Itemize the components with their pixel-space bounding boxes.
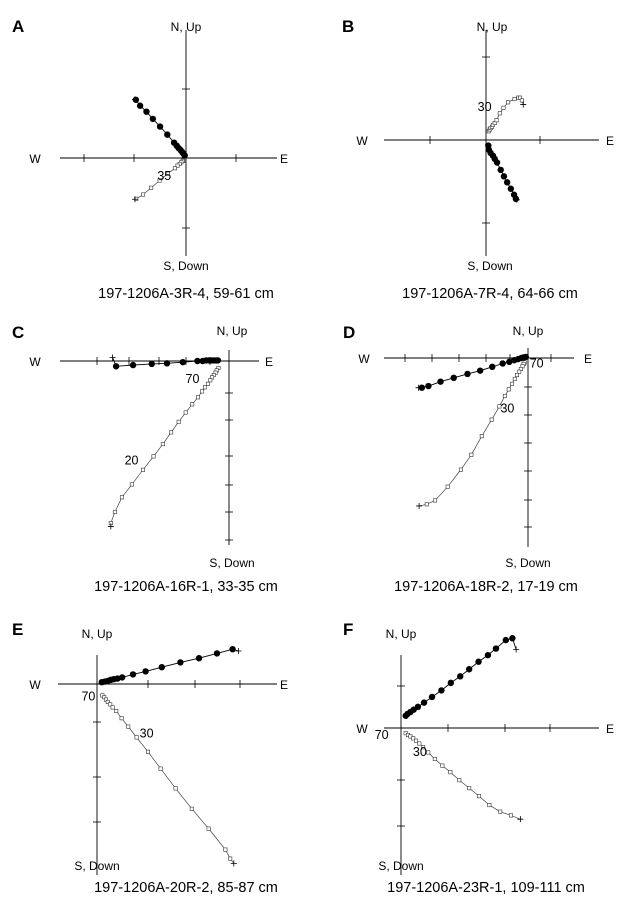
west-label: W (358, 352, 370, 366)
horizontal-projection-point (500, 360, 506, 366)
horizontal-projection-point (466, 666, 472, 672)
nrm-start-marker (110, 354, 116, 360)
horizontal-projection-point (485, 652, 491, 658)
vertical-projection-point (206, 382, 209, 385)
horizontal-projection-point (438, 687, 444, 693)
south-down-label: S, Down (378, 859, 424, 873)
nrm-start-marker (236, 648, 242, 654)
step-annotation: 70 (185, 372, 200, 387)
horizontal-projection-point (194, 358, 200, 364)
nrm-start-marker (513, 647, 519, 653)
horizontal-projection-point (506, 359, 512, 365)
horizontal-projection-point (513, 196, 519, 202)
vertical-projection-point (127, 725, 130, 728)
vertical-projection-point (506, 101, 509, 104)
west-label: W (356, 722, 368, 736)
vertical-projection-point (513, 377, 516, 380)
vertical-projection-point (515, 373, 518, 376)
vertical-projection-point (135, 736, 138, 739)
horizontal-projection-point (150, 116, 156, 122)
horizontal-projection-point (113, 363, 119, 369)
nrm-start-marker (231, 860, 237, 866)
horizontal-projection-point (425, 383, 431, 389)
horizontal-projection-point (504, 179, 510, 185)
vertical-projection-point (146, 750, 149, 753)
vertical-projection-point (200, 390, 203, 393)
nrm-start-marker (416, 503, 422, 509)
horizontal-projection-point (429, 694, 435, 700)
vertical-projection-point (209, 379, 212, 382)
panel-b (342, 17, 614, 302)
step-annotation: 70 (374, 728, 389, 743)
horizontal-projection-point (133, 97, 139, 103)
panel-d (343, 323, 592, 595)
west-label: W (356, 134, 368, 148)
step-annotation: 30 (477, 100, 492, 115)
vertical-projection-point (113, 510, 116, 513)
panel-caption: 197-1206A-7R-4, 64-66 cm (402, 286, 578, 302)
vertical-projection-point (510, 382, 513, 385)
panel-f (343, 620, 614, 896)
horizontal-projection-point (142, 668, 148, 674)
nrm-start-marker (520, 102, 526, 108)
north-up-label: N, Up (385, 626, 417, 641)
horizontal-projection-point (509, 635, 515, 641)
horizontal-projection-point (415, 704, 421, 710)
horizontal-projection-point (214, 650, 220, 656)
west-label: W (29, 678, 41, 692)
nrm-start-marker (108, 524, 114, 530)
vertical-projection-point (161, 442, 164, 445)
vertical-projection-point (196, 396, 199, 399)
vertical-projection-point (441, 764, 444, 767)
vertical-projection-point (174, 787, 177, 790)
horizontal-projection-point (130, 671, 136, 677)
vertical-projection-point (224, 848, 227, 851)
horizontal-projection-point (494, 159, 500, 165)
vertical-projection-point (427, 751, 430, 754)
panel-caption: 197-1206A-18R-2, 17-19 cm (394, 579, 578, 595)
vertical-projection-point (467, 786, 470, 789)
vertical-projection-point (152, 455, 155, 458)
vertical-projection-point (207, 827, 210, 830)
vertical-projection-point (518, 370, 521, 373)
vertical-projection-point (488, 803, 491, 806)
panel-letter: D (343, 323, 356, 342)
panel-caption: 197-1206A-16R-1, 33-35 cm (94, 579, 278, 595)
vertical-projection-point (446, 485, 449, 488)
vertical-projection-point (130, 483, 133, 486)
vertical-projection-point (458, 778, 461, 781)
vertical-projection-point (173, 167, 176, 170)
panel-caption: 197-1206A-3R-4, 59-61 cm (98, 286, 274, 302)
step-annotation: 30 (139, 726, 154, 741)
vertical-projection-point (159, 767, 162, 770)
vertical-projection-point (190, 807, 193, 810)
horizontal-projection-point (229, 646, 235, 652)
panel-caption: 197-1206A-23R-1, 109-111 cm (387, 880, 585, 896)
horizontal-projection-point (171, 140, 177, 146)
step-annotation: 70 (81, 689, 96, 704)
north-up-label: N, Up (476, 19, 508, 34)
step-annotation: 35 (157, 169, 172, 184)
north-up-label: N, Up (170, 19, 202, 34)
vertical-projection-point (141, 193, 144, 196)
horizontal-projection-point (164, 131, 170, 137)
panel-letter: C (12, 323, 25, 342)
horizontal-projection-point (130, 362, 136, 368)
horizontal-projection-point (451, 375, 457, 381)
west-label: W (29, 355, 41, 369)
panel-c (12, 323, 278, 595)
east-label: E (583, 352, 593, 366)
vertical-projection-point (495, 119, 498, 122)
vertical-projection-point (433, 499, 436, 502)
vertical-projection-point (513, 97, 516, 100)
horizontal-projection-point (421, 699, 427, 705)
horizontal-projection-point (119, 674, 125, 680)
vertical-projection-point (425, 503, 428, 506)
vertical-projection-point (141, 468, 144, 471)
vertical-projection-point (111, 706, 114, 709)
north-up-label: N, Up (216, 323, 248, 338)
east-label: E (605, 134, 615, 148)
vertical-projection-point (498, 112, 501, 115)
vertical-projection-point (507, 388, 510, 391)
horizontal-projection-point (157, 123, 163, 129)
south-down-label: S, Down (505, 556, 551, 570)
vertical-projection-point (115, 709, 118, 712)
east-label: E (264, 355, 274, 369)
horizontal-projection-point (489, 364, 495, 370)
vertical-projection-point (149, 186, 152, 189)
vertical-projection-line (102, 695, 233, 863)
horizontal-projection-point (149, 361, 155, 367)
vertical-projection-point (203, 386, 206, 389)
vertical-projection-point (470, 453, 473, 456)
vertical-projection-point (229, 857, 232, 860)
west-label: W (29, 152, 41, 166)
vertical-projection-point (503, 394, 506, 397)
north-up-label: N, Up (512, 323, 544, 338)
north-up-label: N, Up (81, 626, 113, 641)
horizontal-projection-point (143, 108, 149, 114)
vertical-projection-point (480, 434, 483, 437)
vertical-projection-point (169, 431, 172, 434)
vertical-projection-point (184, 411, 187, 414)
vertical-projection-point (490, 418, 493, 421)
step-annotation: 20 (124, 453, 139, 468)
south-down-label: S, Down (209, 556, 255, 570)
horizontal-projection-point (498, 167, 504, 173)
horizontal-projection-point (196, 655, 202, 661)
horizontal-projection-point (501, 173, 507, 179)
south-down-label: S, Down (74, 859, 120, 873)
horizontal-projection-point (493, 645, 499, 651)
panel-letter: F (343, 620, 354, 639)
step-annotation: 70 (529, 356, 544, 371)
south-down-label: S, Down (163, 259, 209, 273)
vertical-projection-point (498, 810, 501, 813)
east-label: E (605, 722, 615, 736)
horizontal-projection-point (180, 359, 186, 365)
nrm-start-marker (517, 816, 523, 822)
horizontal-projection-point (137, 103, 143, 109)
vertical-projection-point (177, 420, 180, 423)
horizontal-projection-point (177, 659, 183, 665)
panel-a (12, 17, 288, 302)
horizontal-projection-point (464, 371, 470, 377)
step-annotation: 30 (412, 745, 427, 760)
vertical-projection-point (190, 403, 193, 406)
horizontal-projection-point (457, 673, 463, 679)
horizontal-projection-point (477, 367, 483, 373)
horizontal-projection-point (448, 680, 454, 686)
vertical-projection-point (459, 468, 462, 471)
horizontal-projection-point (475, 659, 481, 665)
vertical-projection-point (414, 739, 417, 742)
east-label: E (279, 152, 289, 166)
vertical-projection-point (433, 757, 436, 760)
vertical-projection-point (509, 814, 512, 817)
vertical-projection-point (502, 106, 505, 109)
panel-e (12, 620, 288, 896)
horizontal-projection-point (164, 360, 170, 366)
horizontal-projection-point (159, 664, 165, 670)
south-down-label: S, Down (467, 259, 513, 273)
vertical-projection-point (120, 496, 123, 499)
vertical-projection-point (120, 717, 123, 720)
horizontal-projection-point (437, 378, 443, 384)
panel-letter: B (342, 17, 355, 36)
horizontal-projection-point (508, 186, 514, 192)
step-annotation: 30 (500, 401, 515, 416)
panel-letter: A (12, 17, 25, 36)
vertical-projection-point (449, 770, 452, 773)
panel-caption: 197-1206A-20R-2, 85-87 cm (94, 880, 278, 896)
panel-letter: E (12, 620, 24, 639)
east-label: E (279, 678, 289, 692)
vertical-projection-point (477, 794, 480, 797)
horizontal-projection-point (503, 637, 509, 643)
